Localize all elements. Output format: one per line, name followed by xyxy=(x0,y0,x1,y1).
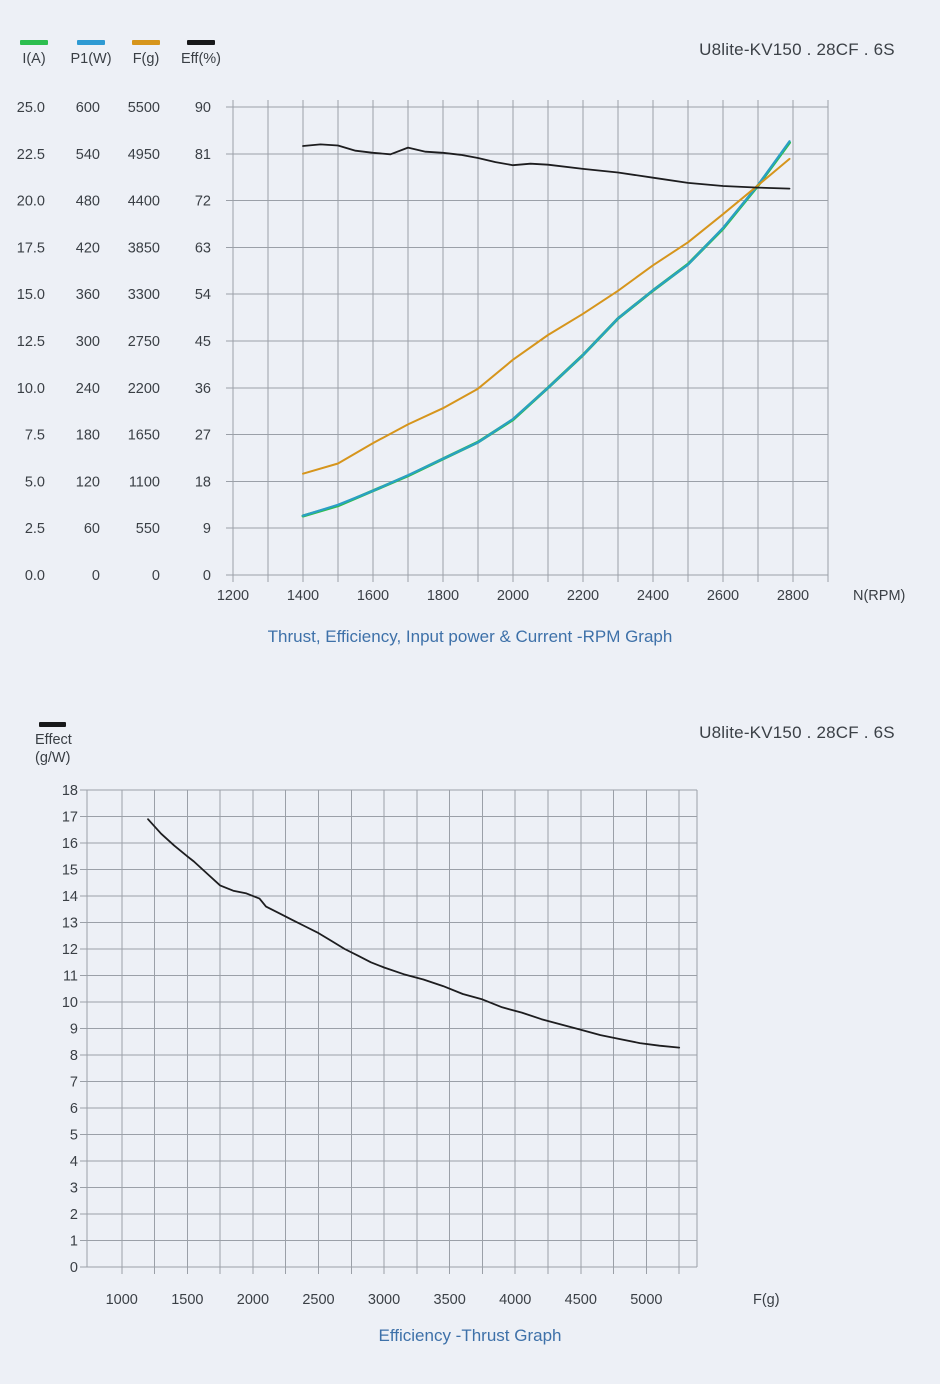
x-tick-label: 1000 xyxy=(105,1292,138,1308)
graph-caption-bottom: Efficiency -Thrust Graph xyxy=(378,1326,562,1345)
y-tick-label: 0 xyxy=(69,1260,78,1276)
y-tick-label: 8 xyxy=(69,1048,78,1064)
y-tick-label: 10 xyxy=(61,995,78,1011)
y-tick-label: 4950 xyxy=(127,146,160,163)
rpm-performance-chart xyxy=(17,40,828,604)
y-tick-label: 240 xyxy=(75,380,100,397)
chart-legend xyxy=(35,722,72,766)
y-tick-label: 7 xyxy=(69,1074,78,1091)
x-tick-label: 2600 xyxy=(706,588,740,604)
y-tick-label: 550 xyxy=(135,521,160,538)
y-tick-label: 0.0 xyxy=(24,568,45,584)
y-tick-label: 72 xyxy=(194,193,211,210)
series-line-Effect (g/W) xyxy=(148,819,679,1047)
x-tick-label: 3000 xyxy=(367,1292,401,1308)
x-tick-label: 2800 xyxy=(776,588,810,604)
y-tick-label: 25.0 xyxy=(16,100,45,116)
y-tick-label: 15.0 xyxy=(16,287,45,304)
y-tick-label: 4 xyxy=(69,1154,78,1170)
y-tick-label: 6 xyxy=(69,1101,78,1117)
legend-label: Effect xyxy=(35,732,72,748)
x-tick-label: 4500 xyxy=(564,1292,597,1308)
x-tick-label: 1500 xyxy=(171,1292,204,1308)
legend-swatch xyxy=(20,40,48,45)
x-tick-label: 5000 xyxy=(630,1292,663,1308)
y-tick-label: 15 xyxy=(61,862,78,879)
y-tick-label: 3300 xyxy=(127,287,160,304)
y-tick-label: 13 xyxy=(61,915,78,932)
y-tick-label: 12 xyxy=(61,942,78,958)
legend-swatch xyxy=(39,722,66,727)
x-axis-unit-label-bottom: F(g) xyxy=(753,1292,780,1308)
y-tick-label: 9 xyxy=(202,521,211,538)
legend-swatch xyxy=(187,40,215,45)
chart-legend xyxy=(20,40,221,67)
x-tick-label: 2500 xyxy=(302,1292,335,1308)
y-tick-label: 1 xyxy=(69,1233,78,1250)
x-tick-label: 4000 xyxy=(499,1292,532,1308)
y-tick-label: 45 xyxy=(194,334,211,350)
y-tick-label: 18 xyxy=(61,783,78,799)
x-axis-unit-label-top: N(RPM) xyxy=(853,588,906,604)
y-tick-label: 2.5 xyxy=(24,521,45,538)
chart-series xyxy=(148,819,679,1047)
y-tick-label: 2 xyxy=(69,1207,78,1223)
x-tick-label: 2000 xyxy=(236,1292,270,1308)
y-tick-label: 11 xyxy=(62,968,78,985)
legend-swatch xyxy=(132,40,160,45)
y-tick-label: 2200 xyxy=(127,380,160,397)
legend-label: P1(W) xyxy=(70,51,112,67)
graph-caption-top: Thrust, Efficiency, Input power & Current -RPM Graph xyxy=(267,627,673,646)
y-tick-label: 1100 xyxy=(128,474,160,491)
y-tick-label: 63 xyxy=(194,240,211,257)
x-tick-label: 2200 xyxy=(566,588,600,604)
x-tick-label: 1600 xyxy=(356,588,390,604)
y-tick-label: 9 xyxy=(69,1021,78,1038)
y-tick-label: 18 xyxy=(194,474,211,491)
y-tick-label: 54 xyxy=(194,287,211,304)
model-title-top: U8lite-KV150 . 28CF . 6S xyxy=(699,40,895,59)
y-tick-label: 17 xyxy=(61,809,78,826)
y-tick-label: 17.5 xyxy=(16,240,45,257)
chart-series xyxy=(303,141,790,516)
y-tick-label: 420 xyxy=(75,240,100,257)
y-tick-label: 3850 xyxy=(127,240,160,257)
y-tick-label: 12.5 xyxy=(16,334,45,350)
y-tick-label: 0 xyxy=(91,568,100,584)
y-tick-label: 300 xyxy=(75,334,100,350)
y-tick-label: 540 xyxy=(75,146,100,163)
y-tick-label: 3 xyxy=(69,1180,78,1197)
legend-label: Eff(%) xyxy=(180,51,222,67)
model-title-bottom: U8lite-KV150 . 28CF . 6S xyxy=(699,723,895,742)
y-tick-label: 22.5 xyxy=(16,146,45,163)
y-tick-label: 2750 xyxy=(127,334,160,350)
x-tick-label: 2400 xyxy=(636,588,670,604)
y-tick-label: 360 xyxy=(75,287,100,304)
y-tick-label: 90 xyxy=(194,100,211,116)
legend-swatch xyxy=(77,40,105,45)
series-line-I(A) xyxy=(303,143,790,516)
chart-grid xyxy=(226,100,828,582)
y-tick-label: 480 xyxy=(75,193,100,210)
x-tick-label: 1200 xyxy=(216,588,250,604)
chart-grid xyxy=(80,790,697,1274)
y-tick-label: 4400 xyxy=(127,193,160,210)
y-tick-label: 0 xyxy=(202,568,211,584)
y-tick-label: 36 xyxy=(194,380,211,397)
series-line-P1(W) xyxy=(303,141,790,515)
y-tick-label: 600 xyxy=(75,100,100,116)
legend-label: F(g) xyxy=(132,51,160,67)
x-tick-label: 1400 xyxy=(286,588,320,604)
y-tick-label: 180 xyxy=(75,427,100,444)
series-line-F(g) xyxy=(303,159,790,474)
y-tick-label: 1650 xyxy=(127,427,160,444)
series-line-Eff(%) xyxy=(303,144,790,188)
y-tick-label: 20.0 xyxy=(16,193,45,210)
x-tick-label: 2000 xyxy=(496,588,530,604)
y-tick-label: 27 xyxy=(194,427,211,444)
y-tick-label: 14 xyxy=(61,889,78,905)
legend-label: (g/W) xyxy=(35,750,71,766)
x-tick-label: 3500 xyxy=(433,1292,466,1308)
y-tick-label: 0 xyxy=(151,568,160,584)
y-tick-label: 7.5 xyxy=(24,427,45,444)
y-tick-label: 10.0 xyxy=(16,380,45,397)
y-tick-label: 120 xyxy=(75,474,100,491)
y-tick-label: 5500 xyxy=(127,100,160,116)
legend-label: I(A) xyxy=(22,51,46,67)
y-tick-label: 5.0 xyxy=(24,474,45,491)
y-tick-label: 60 xyxy=(83,521,100,538)
y-tick-label: 81 xyxy=(194,146,211,163)
y-tick-label: 16 xyxy=(61,836,78,852)
x-tick-label: 1800 xyxy=(426,588,460,604)
y-tick-label: 5 xyxy=(69,1127,78,1144)
efficiency-thrust-chart xyxy=(35,722,697,1308)
